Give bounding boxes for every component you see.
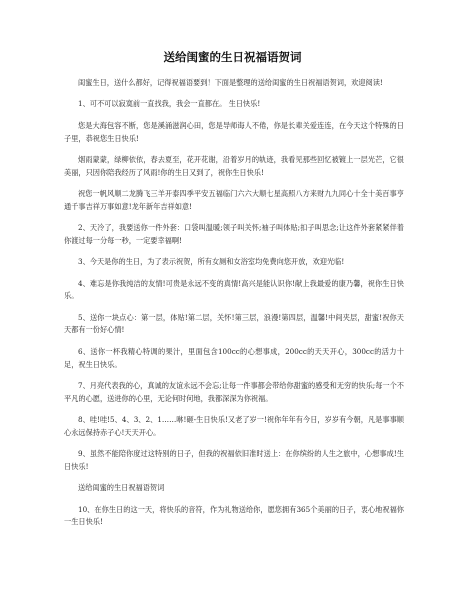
wish-paragraph: 6、送你一杯我精心特调的果汁，里面包含100cc的心想事成，200cc的天天开心，300cc的活力十足，祝生日快乐。 bbox=[64, 346, 404, 369]
wish-paragraph: 10、在你生日的这一天，将快乐的音符，作为礼物送给你，愿您拥有365个美丽的日子，衷心地祝福你一生日快乐! bbox=[64, 504, 404, 527]
wish-paragraph: 3、今天是你的生日，为了表示祝贺，所有女厕和女浴室均免费向您开放，欢迎光临! bbox=[78, 257, 345, 267]
document-body bbox=[64, 77, 404, 529]
wish-paragraph: 9、虽然不能陪你度过这特别的日子，但我的祝福依旧准时送上：在你缤纷的人生之旅中，心想事成!生日快乐! bbox=[64, 449, 404, 471]
wish-paragraph: 2、天冷了，我要送你一件外套：口袋叫温暖;领子叫关怀;袖子叫体贴;扣子叫思念;让这件外套紧紧伴着你渡过每一分每一秒，一定要幸福啊! bbox=[64, 223, 404, 245]
wish-paragraph: 7、月亮代表我的心，真诚的友谊永远不会忘;让每一件事都会带给你甜蜜的感受和无穷的快乐;每一个不平凡的心愿，送进你的心里，无论何时何地，我都深深为你祝福。 bbox=[64, 381, 404, 403]
wish-paragraph: 4、难忘是你我纯洁的友情!可贵是永远不变的真情!高兴是能认识你!献上我最爱的康乃馨，祝你生日快乐。 bbox=[64, 278, 404, 301]
wish-paragraph: 祝您一帆风顺二龙腾飞三羊开泰四季平安五福临门六六大顺七星高照八方来财九九同心十全十美百事亨通千事吉祥万事如意!龙年新年吉祥如意! bbox=[64, 189, 404, 211]
wish-paragraph: 8、哇!哇!5、4、3、2、1……咻!砸-生日快乐!又老了岁一!祝你年年有今日，岁岁有今朝，凡是事事顺心永远保持赤子心!天天开心。 bbox=[64, 415, 404, 437]
section-heading: 送给闺蜜的生日祝福语贺词 bbox=[78, 483, 165, 493]
wish-paragraph: 烟雨蒙蒙，绿柳依依，春去夏至，花开花谢，沿着岁月的轨迹，我看见那些回忆被镀上一层光芒，它很美丽，只因你陪我经历了风雨!你的生日又到了，祝你生日快乐! bbox=[64, 155, 404, 177]
intro-paragraph: 闺蜜生日，送什么都好，记得祝福语要到！下面是整理的送给闺蜜的生日祝福语贺词，欢迎阅读! bbox=[78, 78, 383, 87]
wish-paragraph: 1、可不可以寂寞前一直找我，我会一直都在。 生日快乐! bbox=[78, 99, 261, 109]
wish-paragraph: 您是大海包容不断，您是溪涌滋润心田，您是导师诲人不倦，你是长辈关爱连连，在今天这个特殊的日子里，恭祝您生日快乐! bbox=[64, 120, 404, 143]
document-title: 送给闺蜜的生日祝福语贺词 bbox=[163, 50, 302, 64]
wish-paragraph: 5、送你一块点心：第一层，体贴!第二层，关怀!第三层，浪漫!第四层，温馨!中间夹层，甜蜜!祝你天天都有一份好心情! bbox=[64, 312, 404, 335]
